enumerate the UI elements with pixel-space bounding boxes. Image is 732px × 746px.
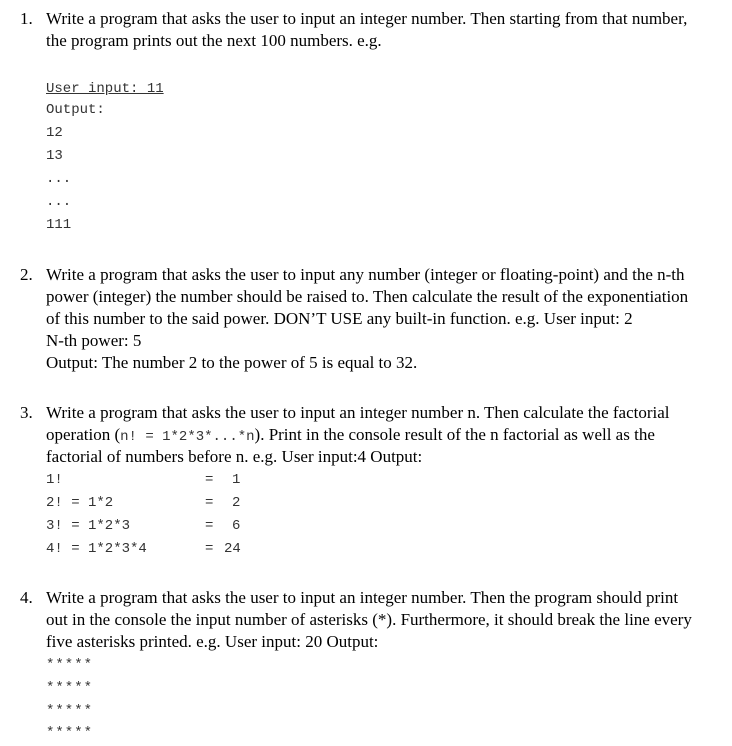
- item-text-line: the program prints out the next 100 numbers. e.g.: [46, 31, 382, 50]
- item-text-line: N-th power: 5: [46, 331, 142, 350]
- text-segment: operation (: [46, 425, 121, 444]
- asterisk-line: *****: [46, 657, 94, 673]
- item-text-line: Write a program that asks the user to input an integer number n. Then calculate the factorial: [46, 403, 670, 422]
- code-line: ...: [46, 171, 72, 187]
- asterisk-line: *****: [46, 725, 94, 741]
- equals-sign: =: [205, 495, 214, 511]
- equals-sign: =: [205, 541, 214, 557]
- text-segment: ). Print in the console result of the n factorial as well as the: [254, 425, 655, 444]
- inline-code: n! = 1*2*3*...*n: [120, 429, 255, 445]
- item-text-line: factorial of numbers before n. e.g. User input:4 Output:: [46, 447, 423, 466]
- item-text-line: Write a program that asks the user to input any number (integer or floating-point) and the n-th: [46, 265, 685, 284]
- factorial-result: 6: [232, 518, 241, 534]
- factorial-result: 2: [232, 495, 241, 511]
- item-number: 3.: [20, 403, 33, 422]
- code-line: 12: [46, 125, 63, 141]
- item-text-line: five asterisks printed. e.g. User input: 20 Output:: [46, 632, 379, 651]
- item-text-line: Write a program that asks the user to input an integer number. Then the program should print: [46, 588, 679, 607]
- item-text-line: [46, 424, 726, 448]
- asterisk-line: *****: [46, 680, 94, 696]
- item-text-line: power (integer) the number should be raised to. Then calculate the result of the exponentiation: [46, 287, 689, 306]
- factorial-expression: 1!: [46, 472, 63, 488]
- factorial-expression: 2! = 1*2: [46, 495, 114, 511]
- item-text-line: Output: The number 2 to the power of 5 is equal to 32.: [46, 353, 418, 372]
- factorial-expression: 3! = 1*2*3: [46, 518, 131, 534]
- factorial-expression: 4! = 1*2*3*4: [46, 541, 147, 557]
- factorial-result: 1: [232, 472, 241, 488]
- item-text-line: of this number to the said power. DON’T USE any built-in function. e.g. User input: 2: [46, 309, 633, 328]
- code-line: 13: [46, 148, 63, 164]
- item-number: 1.: [20, 9, 33, 28]
- equals-sign: =: [205, 518, 214, 534]
- code-line: Output:: [46, 102, 105, 118]
- factorial-result: 24: [224, 541, 241, 557]
- code-line: User input: 11: [46, 81, 164, 97]
- code-line: ...: [46, 194, 72, 210]
- item-number: 4.: [20, 588, 33, 607]
- equals-sign: =: [205, 472, 214, 488]
- asterisk-line: *****: [46, 703, 94, 719]
- item-text-line: out in the console the input number of asterisks (*). Furthermore, it should break the line every: [46, 610, 692, 629]
- item-text-line: Write a program that asks the user to input an integer number. Then starting from that number,: [46, 9, 688, 28]
- code-line: 111: [46, 217, 72, 233]
- item-number: 2.: [20, 265, 33, 284]
